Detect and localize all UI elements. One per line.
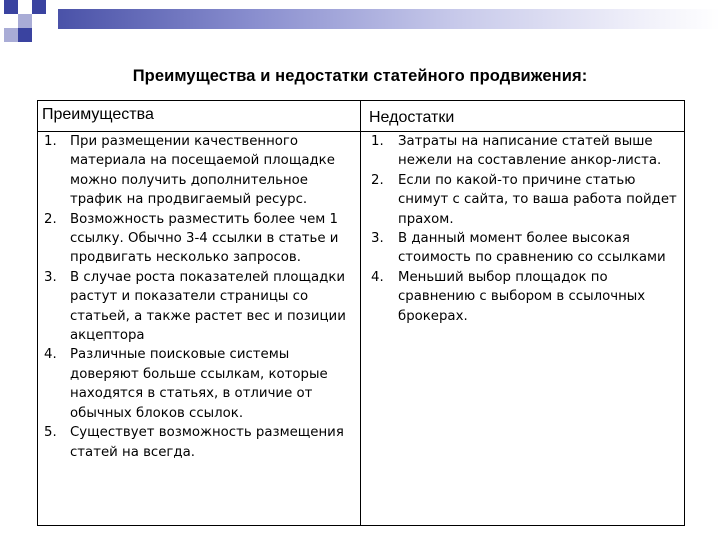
disadvantage-item: [361, 171, 684, 229]
page-title: Преимущества и недостатки статейного продвижения:: [132, 67, 588, 85]
item-number: 4.: [44, 347, 57, 363]
advantage-item: [38, 132, 360, 210]
header-square-dark: [4, 0, 18, 14]
advantages-cell: [38, 132, 361, 526]
item-number: 2.: [371, 172, 384, 188]
disadvantage-item: [361, 268, 684, 326]
item-text: В случае роста показателей площадки растут и показатели страницы со статьей, а также растет вес и позиции акцептора: [70, 269, 346, 344]
item-text: В данный момент более высокая стоимость по сравнению со ссылками: [398, 231, 666, 266]
item-text: Если по какой-то причине статью снимут с сайта, то ваша работа пойдет прахом.: [398, 172, 677, 227]
disadvantages-list: [361, 132, 684, 326]
table-header-row: [38, 101, 685, 132]
header-square-light: [18, 14, 32, 28]
advantages-list: [38, 132, 360, 462]
disadvantage-item: [361, 132, 684, 171]
item-text: Возможность разместить более чем 1 ссылку. Обычно 3-4 ссылки в статье и продвигать несколько запросов.: [70, 211, 339, 266]
advantage-item: [38, 268, 360, 346]
advantages-header: Преимущества: [42, 106, 154, 123]
item-number: 4.: [371, 269, 384, 285]
item-number: 2.: [44, 211, 57, 227]
header-square-light-2: [4, 28, 18, 42]
item-text: При размещении качественного материала на посещаемой площадке можно получить дополнительное трафик на продвигаемый ресурс.: [70, 134, 335, 208]
item-number: 1.: [371, 134, 384, 149]
advantage-item: [38, 210, 360, 268]
item-number: 3.: [371, 231, 384, 247]
comparison-table: [37, 100, 685, 526]
item-number: 5.: [44, 425, 57, 441]
disadvantages-cell: [361, 132, 685, 526]
header-square-dark-3: [18, 28, 32, 42]
advantage-item: [38, 423, 360, 462]
item-text: Различные поисковые системы доверяют больше ссылкам, которые находятся в статьях, в отличие от обычных блоков ссылок.: [70, 347, 328, 421]
item-text: Существует возможность размещения статей на всегда.: [70, 425, 344, 460]
disadvantage-item: [361, 229, 684, 268]
item-text: Затраты на написание статей выше нежели на составление анкор-листа.: [398, 134, 662, 169]
item-number: 1.: [44, 134, 57, 149]
table-body-row: [38, 132, 685, 526]
advantage-item: [38, 345, 360, 423]
item-text: Меньший выбор площадок по сравнению с выбором в ссылочных брокерах.: [398, 269, 646, 324]
header-square-dark-2: [32, 0, 46, 14]
disadvantages-header: Недостатки: [369, 109, 455, 126]
header-gradient-bar: [58, 9, 720, 29]
disadvantages-header-cell: [361, 101, 685, 132]
advantages-header-cell: [38, 101, 361, 132]
item-number: 3.: [44, 269, 57, 285]
